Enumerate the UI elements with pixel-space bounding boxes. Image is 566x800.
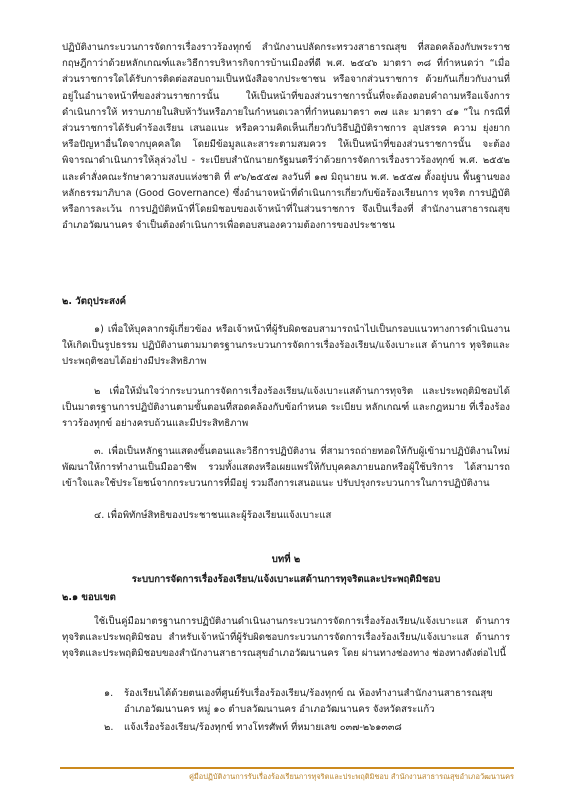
- section-objectives-heading: ๒. วัตถุประสงค์: [62, 296, 127, 307]
- chapter-title: บทที่ ๒: [271, 554, 301, 565]
- channel-item-1: ร้องเรียนได้ด้วยตนเองที่ศูนย์รับเรื่องร้องเรียน/ร้องทุกข์ ณ ห้องทำงานสำนักงานสาธารณสุขอำเภอวัฒนานคร หมู่ ๑๐ ตำบลวัฒนานคร อำเภอวัฒนานคร จังหวัดสระแก้ว: [124, 688, 493, 716]
- scope-paragraph: ใช้เป็นคู่มือมาตรฐานการปฏิบัติงานดำเนินงานกระบวนการจัดการเรื่องร้องเรียน/แจ้งเบาะแส ด้านการทุจริตและประพฤติมิชอบ สำหรับเจ้าหน้าที่ผู้รับผิดชอบกระบวนการจัดการเรื่องร้องเรียน/แจ้งเบาะแส ด้านการทุจริตและประพฤติมิชอบของสำนักงานสาธารณสุขอำเภอวัฒนานคร โดย ผ่านทางช่องทาง ช่องทางดังต่อไปนี้: [62, 616, 510, 660]
- objective-item-1: ๑) เพื่อให้บุคลากรผู้เกี่ยวข้อง หรือเจ้าหน้าที่ผู้รับผิดชอบสามารถนำไปเป็นกรอบแนวทางการดำเนินงานให้เกิดเป็นรูปธรรม ปฏิบัติงานตามมาตรฐานกระบวนการจัดการเรื่องร้องเรียน/แจ้งเบาะแส ด้านการ ทุจริตและประพฤติชอบได้อย่างมีประสิทธิภาพ: [62, 324, 510, 368]
- section-scope-heading: ๒.๑ ขอบเขต: [62, 592, 116, 603]
- channel-item-2: แจ้งเรื่องร้องเรียน/ร้องทุกข์ ทางโทรศัพท์ ที่หมายเลข ๐๓๗-๒๖๑๓๓๘: [124, 722, 402, 733]
- objective-item-4: ๔. เพื่อพิทักษ์สิทธิของประชาชนและผู้ร้องเรียนแจ้งเบาะแส: [94, 510, 332, 521]
- objective-item-3: ๓. เพื่อเป็นหลักฐานแสดงขั้นตอนและวิธีการปฏิบัติงาน ที่สามารถถ่ายทอดให้กับผู้เข้ามาปฏิบัติงานใหม่ พัฒนาให้การทำงานเป็นมืออาชีพ รวมทั้งแสดงหรือเผยแพร่ให้กับบุคคลภายนอกหรือผู้ใช้บริการ ได้สามารถเข้าใจและใช้ประโยชน์จากกระบวนการที่มีอยู่ รวมถึงการเสนอแนะ ปรับปรุงกระบวนการในการปฏิบัติงาน: [62, 446, 510, 490]
- footer-text: คู่มือปฏิบัติงานการรับเรื่องร้องเรียนการทุจริตและประพฤติมิชอบ สำนักงานสาธารณสุขอำเภอวัฒนานคร: [188, 772, 514, 781]
- chapter-subtitle: ระบบการจัดการเรื่องร้องเรียน/แจ้งเบาะแสด้านการทุจริตและประพฤติมิชอบ: [131, 574, 441, 585]
- channel-number-1: ๑.: [104, 688, 114, 699]
- intro-paragraph: ปฏิบัติงานกระบวนการจัดการเรื่องราวร้องทุกข์ สำนักงานปลัดกระทรวงสาธารณสุข ที่สอดคล้องกับพระราชกฤษฎีกาว่าด้วยหลักเกณฑ์และวิธีการบริหารกิจการบ้านเมืองที่ดี พ.ศ. ๒๕๔๖ มาตรา ๓๘ ที่กำหนดว่า “เมื่อส่วนราชการใดได้รับการติดต่อสอบถามเป็นหนังสือจากประชาชน หรือจากส่วนราชการ ด้วยกันเกี่ยวกับงานที่อยู่ในอำนาจหน้าที่ของส่วนราชการนั้น ให้เป็นหน้าที่ของส่วนราชการนั้นที่จะต้องตอบคำถามหรือแจ้งการดำเนินการให้ ทราบภายในสิบห้าวันหรือภายในกำหนดเวลาที่กำหนดมาตรา ๓๗ และ มาตรา ๔๑ “ใน กรณีที่ส่วนราชการได้รับคำร้องเรียน เสนอแนะ หรือความคิดเห็นเกี่ยวกับวิธีปฏิบัติราชการ อุปสรรค ความ ยุ่งยาก หรือปัญหาอื่นใดจากบุคคลใด โดยมีข้อมูลและสาระตามสมควร ให้เป็นหน้าที่ของส่วนราชการนั้น จะต้องพิจารณาดำเนินการให้ลุล่วงไป - ระเบียบสำนักนายกรัฐมนตรีว่าด้วยการจัดการเรื่องราวร้องทุกข์ พ.ศ. ๒๕๕๒ และคำสั่งคณะรักษาความสงบแห่งชาติ ที่ ๙๖/๒๕๕๗ ลงวันที่ ๑๗ มิถุนายน พ.ศ. ๒๕๕๗ ตั้งอยู่บน พื้นฐานของหลักธรรมาภิบาล (Good Governance) ซึ่งอำนาจหน้าที่ดำเนินการเกี่ยวกับข้อร้องเรียนการ ทุจริต การปฏิบัติหรือการละเว้น การปฏิบัติหน้าที่โดยมิชอบของเจ้าหน้าที่ในส่วนราชการ จึงเป็นเรื่องที่ สำนักงานสาธารณสุขอำเภอวัฒนานคร จำเป็นต้องดำเนินการเพื่อตอบสนองความต้องการของประชาชน: [62, 42, 510, 232]
- footer-divider: [60, 767, 514, 769]
- channel-number-2: ๒.: [104, 722, 114, 733]
- objective-item-2: ๒ เพื่อให้มั่นใจว่ากระบวนการจัดการเรื่องร้องเรียน/แจ้งเบาะแสด้านการทุจริต และประพฤติมิชอบได้เป็นมาตรฐานการปฏิบัติงานตามขั้นตอนที่สอดคล้องกับข้อกำหนด ระเบียบ หลักเกณฑ์ และกฎหมาย ที่เรื่องร้องราวร้องทุกข์ อย่างครบถ้วนและมีประสิทธิภาพ: [62, 386, 510, 430]
